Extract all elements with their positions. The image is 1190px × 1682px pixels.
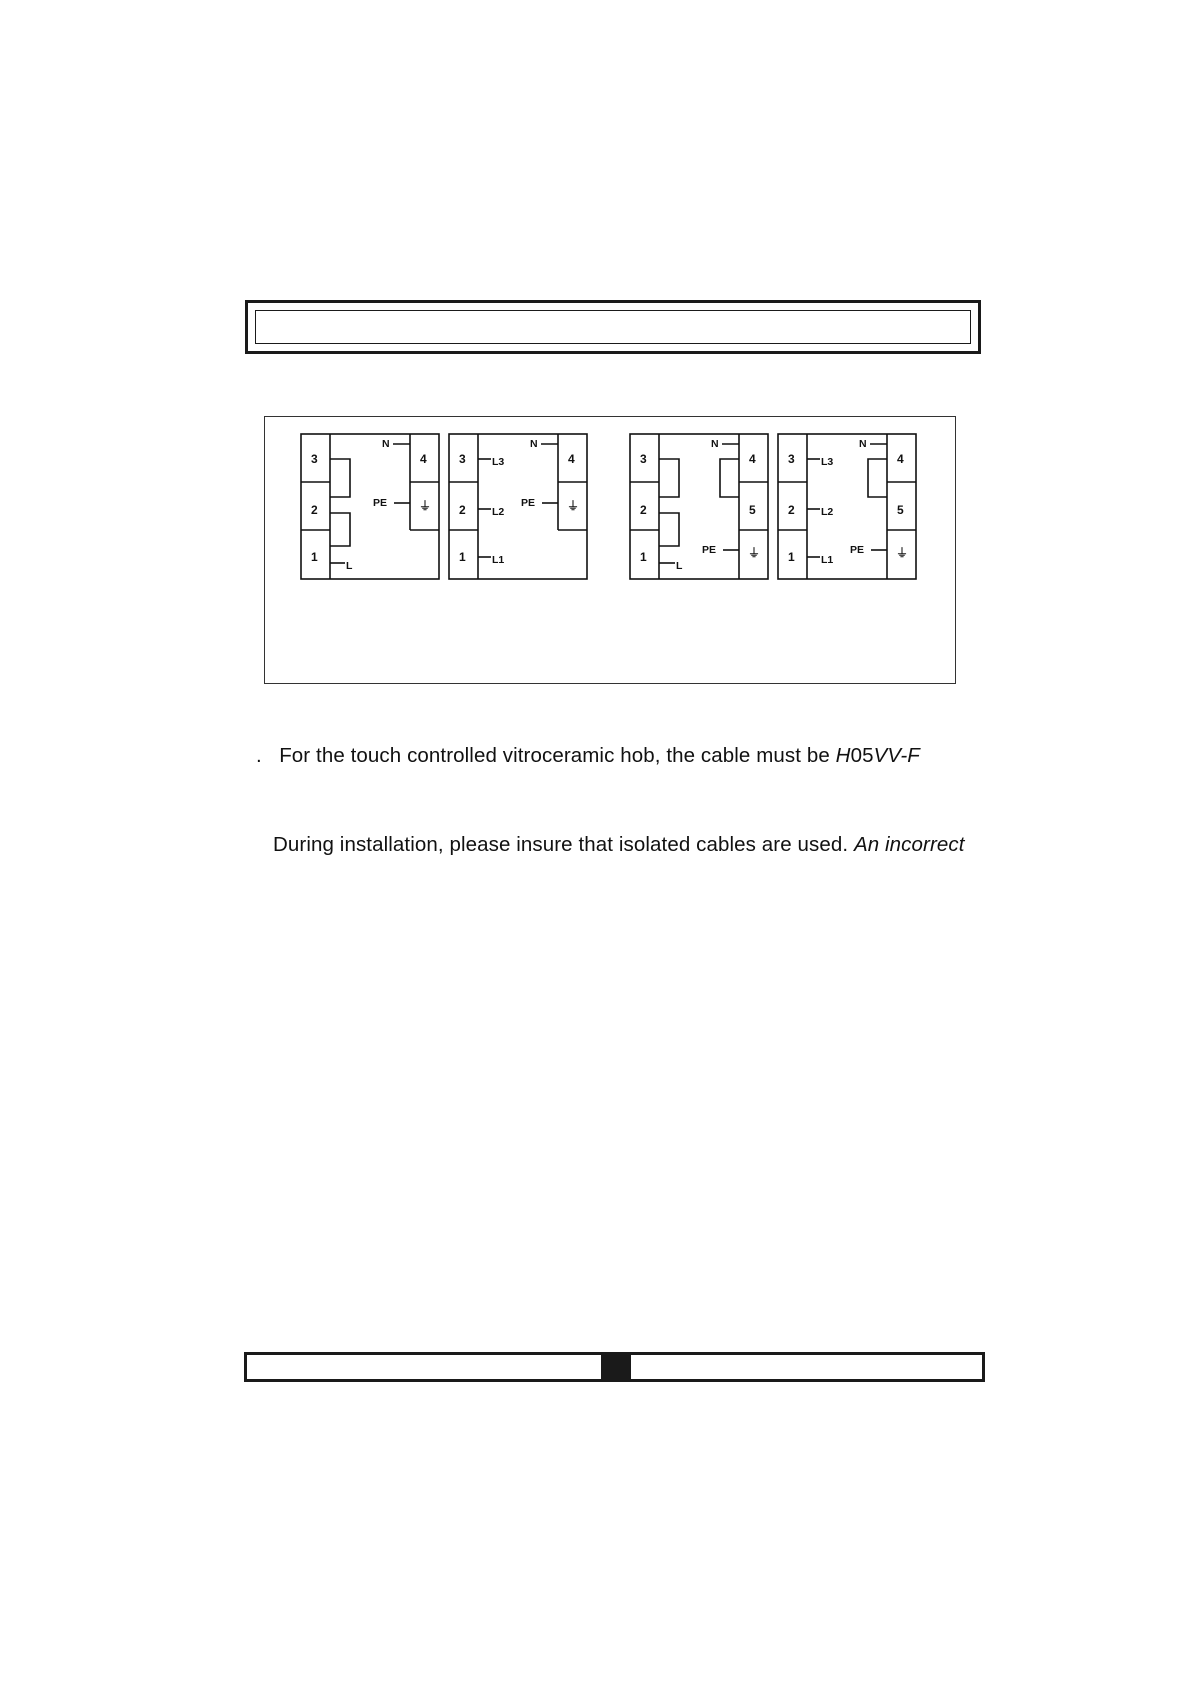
line-2-label: L2 [492, 506, 505, 518]
pe-label: PE [702, 544, 717, 556]
line-label: L [346, 560, 353, 572]
neutral-label: N [382, 438, 390, 450]
ground-symbol: ⏚ [567, 499, 580, 513]
terminal-label: 4 [568, 452, 575, 466]
diagram-three-phase-4-terminal [449, 434, 587, 579]
line-3-label: L3 [821, 456, 834, 468]
terminal-label: 4 [749, 452, 756, 466]
diagram-single-phase-4-terminal [301, 434, 439, 579]
ground-symbol: ⏚ [419, 499, 432, 513]
cable-requirement-paragraph [256, 744, 920, 768]
page-number-tab [601, 1352, 631, 1382]
pe-label: PE [521, 497, 536, 509]
terminal-label: 3 [311, 452, 318, 466]
cable-code-prefix: H [835, 744, 851, 767]
cable-code-number: 05 [850, 744, 874, 767]
line-1-label: L1 [821, 554, 834, 566]
paragraph-text: For the touch controlled vitroceramic hob, the cable must be [279, 744, 836, 767]
diagram-single-phase-5-terminal [630, 434, 768, 579]
terminal-label: 5 [749, 503, 756, 517]
line-2-label: L2 [821, 506, 834, 518]
terminal-label: 4 [897, 452, 904, 466]
terminal-label: 2 [311, 503, 318, 517]
installation-paragraph [273, 833, 965, 857]
terminal-label: 2 [459, 503, 466, 517]
terminal-label: 3 [640, 452, 647, 466]
cable-code-suffix: VV-F [873, 744, 920, 767]
bullet-dot: . [256, 744, 262, 767]
line-label: L [676, 560, 683, 572]
section-header-title [255, 310, 971, 344]
neutral-label: N [711, 438, 719, 450]
terminal-label: 1 [640, 550, 647, 564]
paragraph-italic-text: An incorrect [853, 833, 965, 856]
neutral-label: N [530, 438, 538, 450]
terminal-label: 1 [788, 550, 795, 564]
terminal-label: 1 [311, 550, 318, 564]
pe-label: PE [850, 544, 865, 556]
line-3-label: L3 [492, 456, 505, 468]
terminal-label: 1 [459, 550, 466, 564]
terminal-label: 5 [897, 503, 904, 517]
diagram-three-phase-5-terminal [778, 434, 916, 579]
terminal-label: 3 [459, 452, 466, 466]
section-header-frame [245, 300, 981, 354]
terminal-label: 2 [788, 503, 795, 517]
line-1-label: L1 [492, 554, 505, 566]
pe-label: PE [373, 497, 388, 509]
ground-symbol: ⏚ [896, 546, 909, 560]
wiring-diagrams [265, 417, 957, 685]
terminal-label: 3 [788, 452, 795, 466]
paragraph-text: During installation, please insure that isolated cables are used. [273, 833, 854, 856]
terminal-label: 2 [640, 503, 647, 517]
wiring-diagram-panel [264, 416, 956, 684]
page-footer-bar [244, 1352, 985, 1382]
ground-symbol: ⏚ [748, 546, 761, 560]
neutral-label: N [859, 438, 867, 450]
terminal-label: 4 [420, 452, 427, 466]
